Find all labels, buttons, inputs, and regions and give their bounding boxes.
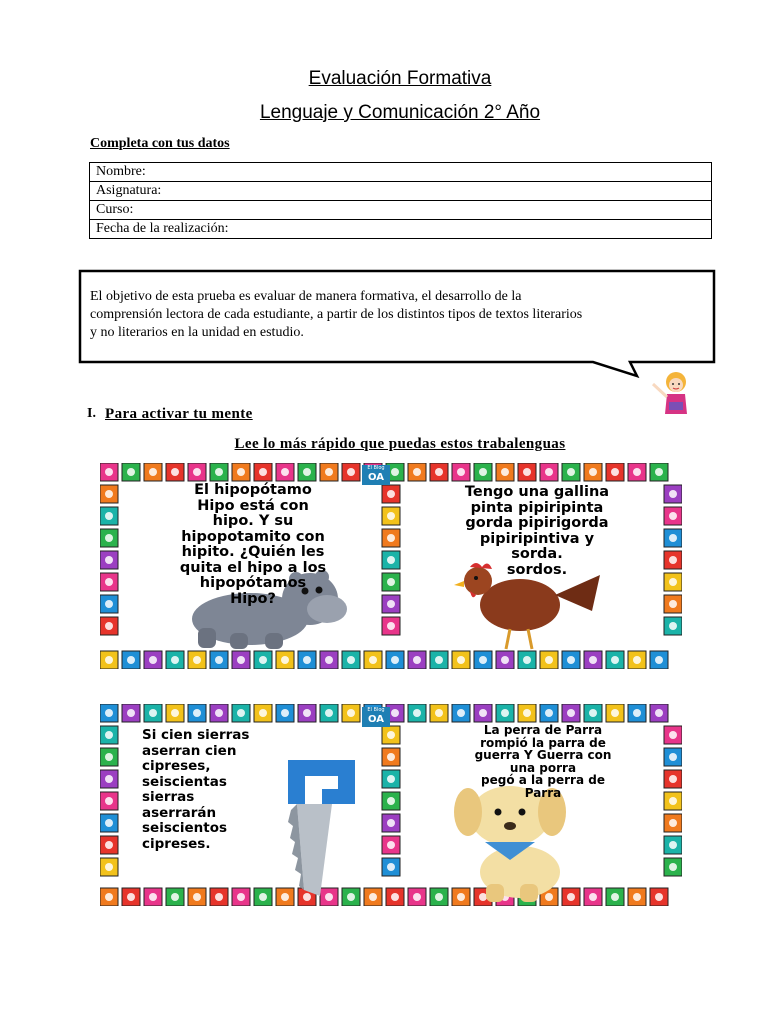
table-row [90, 201, 712, 220]
badge-big-text: OA [368, 714, 384, 725]
date-field-label[interactable]: Fecha de la realización: [90, 220, 712, 239]
tile-motif [501, 709, 509, 717]
tile-motif [303, 656, 311, 664]
tongue-twister-line: rompió la parra de [480, 735, 606, 750]
tile-motif [501, 468, 509, 476]
tongue-twister-line: pegó a la perra de [481, 773, 605, 787]
tile-motif [259, 656, 267, 664]
tile-motif [127, 893, 135, 901]
blog-oa-badge [362, 707, 390, 727]
tile-motif [149, 656, 157, 664]
tile-motif [611, 709, 619, 717]
tile-motif [215, 893, 223, 901]
tile-motif [589, 893, 597, 901]
tile-motif [669, 534, 677, 542]
tile-motif [387, 753, 395, 761]
tile-motif [589, 656, 597, 664]
tile-motif [303, 709, 311, 717]
tile-motif [669, 863, 677, 871]
tile-motif [259, 709, 267, 717]
tile-motif [105, 775, 113, 783]
section-title: Para activar tu mente [105, 406, 253, 422]
tile-motif [105, 578, 113, 586]
tongue-twister-line: sordos. [506, 561, 568, 578]
tile-motif [457, 656, 465, 664]
tile-motif [325, 656, 333, 664]
section-instruction: Lee lo más rápido que puedas estos trabalenguas [234, 436, 566, 452]
tile-motif [545, 656, 553, 664]
tongue-twister-line: guerra Y Guerra con [474, 748, 612, 762]
tongue-twister-line: pipiripintiva y [479, 530, 595, 547]
tile-motif [435, 893, 443, 901]
tile-motif [325, 468, 333, 476]
tile-motif [633, 709, 641, 717]
tile-motif [669, 841, 677, 849]
tile-motif [325, 709, 333, 717]
tile-motif [611, 656, 619, 664]
tile-motif [669, 797, 677, 805]
tile-motif [105, 893, 113, 901]
tile-motif [669, 731, 677, 739]
tile-motif [171, 656, 179, 664]
tile-motif [303, 468, 311, 476]
tile-motif [633, 893, 641, 901]
tile-motif [413, 656, 421, 664]
tile-motif [387, 600, 395, 608]
tile-motif [391, 468, 399, 476]
tile-motif [413, 468, 421, 476]
tile-motif [669, 622, 677, 630]
tile-motif [435, 468, 443, 476]
tongue-twister-line: sorda. [511, 546, 563, 562]
tile-motif [105, 490, 113, 498]
tile-motif [105, 600, 113, 608]
tongue-twister-line: cipreses. [142, 835, 211, 852]
tile-motif [105, 753, 113, 761]
tile-motif [387, 797, 395, 805]
tile-motif [347, 656, 355, 664]
tile-motif [387, 512, 395, 520]
tile-motif [105, 863, 113, 871]
tongue-twister-line: Si cien sierras [142, 727, 250, 743]
tile-motif [215, 468, 223, 476]
tile-motif [387, 556, 395, 564]
tongue-twister-line: Tengo una gallina [464, 484, 610, 500]
tile-motif [391, 709, 399, 717]
badge-small-text: El Blog [367, 707, 385, 713]
tile-motif [259, 468, 267, 476]
name-field-label[interactable]: Nombre: [90, 163, 712, 182]
tile-motif [325, 893, 333, 901]
tongue-twister-dog [428, 724, 658, 799]
tile-motif [669, 753, 677, 761]
tile-motif [633, 656, 641, 664]
tile-motif [391, 893, 399, 901]
tile-motif [589, 468, 597, 476]
objective-line: y no literarios en la unidad en estudio. [90, 325, 304, 340]
tile-motif [567, 656, 575, 664]
objective-text [90, 288, 712, 342]
tile-motif [669, 578, 677, 586]
badge-big-text: OA [368, 472, 384, 483]
tongue-twister-line: quita el hipo a los [179, 559, 327, 576]
tile-motif [171, 709, 179, 717]
tongue-twister-line: Hipo? [230, 590, 276, 607]
tongue-twister-line: cipreses, [142, 758, 211, 774]
tile-motif [545, 709, 553, 717]
tile-motif [523, 709, 531, 717]
tile-motif [567, 893, 575, 901]
tile-motif [127, 468, 135, 476]
tile-motif [387, 490, 395, 498]
tile-motif [149, 468, 157, 476]
tongue-twister-line: seiscientos [142, 820, 228, 836]
tongue-twister-line: Hipo está con [197, 497, 309, 514]
tile-motif [105, 841, 113, 849]
tile-motif [105, 534, 113, 542]
tile-motif [655, 468, 663, 476]
tile-motif [457, 468, 465, 476]
table-row [90, 220, 712, 239]
tile-motif [435, 709, 443, 717]
tile-motif [669, 819, 677, 827]
document-title: Evaluación Formativa [308, 68, 492, 89]
form-heading: Completa con tus datos [90, 136, 230, 151]
tile-motif [105, 709, 113, 717]
tile-motif [215, 656, 223, 664]
tongue-twister-hippo [147, 483, 359, 607]
tongue-twister-line: sierras [142, 789, 195, 805]
subject-field-label[interactable]: Asignatura: [90, 182, 712, 201]
tile-motif [105, 731, 113, 739]
tile-motif [655, 656, 663, 664]
tile-motif [479, 709, 487, 717]
tile-motif [669, 600, 677, 608]
tile-motif [523, 656, 531, 664]
tile-motif [387, 841, 395, 849]
tongue-twister-hen [422, 485, 652, 578]
tile-motif [237, 709, 245, 717]
tile-motif [237, 656, 245, 664]
document-subtitle: Lenguaje y Comunicación 2° Año [259, 102, 541, 123]
tile-motif [413, 893, 421, 901]
tile-motif [237, 893, 245, 901]
tile-motif [281, 709, 289, 717]
tongue-twister-line: La perra de Parra [483, 723, 603, 737]
teacher-icon [649, 370, 695, 420]
tile-motif [347, 709, 355, 717]
tile-motif [105, 622, 113, 630]
tile-motif [105, 512, 113, 520]
tile-motif [369, 656, 377, 664]
tongue-twister-line: hipopotamito con [181, 528, 325, 545]
tile-motif [457, 709, 465, 717]
tile-motif [105, 656, 113, 664]
tile-motif [237, 468, 245, 476]
tile-motif [391, 656, 399, 664]
student-data-table [89, 162, 712, 239]
tongue-twister-line: pinta pipiripinta [470, 499, 604, 516]
tile-motif [127, 656, 135, 664]
tile-motif [387, 819, 395, 827]
table-row [90, 163, 712, 182]
tongue-twister-line: hipopótamos [199, 575, 307, 591]
tile-motif [669, 775, 677, 783]
tile-motif [281, 656, 289, 664]
tile-motif [259, 893, 267, 901]
tongue-twister-line: Parra [524, 785, 562, 800]
tongue-twister-line: El hipopótamo [194, 482, 312, 498]
tongue-twister-line: hipito. ¿Quién les [181, 544, 325, 560]
tile-motif [589, 709, 597, 717]
tile-motif [149, 709, 157, 717]
tongue-twister-line: hipo. Y su [212, 513, 294, 529]
badge-small-text: El Blog [367, 465, 385, 471]
tile-motif [105, 819, 113, 827]
tile-motif [611, 468, 619, 476]
blog-oa-badge [362, 465, 390, 485]
tile-motif [281, 468, 289, 476]
tile-motif [347, 468, 355, 476]
tile-motif [193, 709, 201, 717]
tile-motif [435, 656, 443, 664]
tile-motif [303, 893, 311, 901]
tongue-twister-line: una porra [509, 760, 577, 775]
objective-line: El objetivo de esta prueba es evaluar de manera formativa, el desarrollo de la [90, 289, 522, 304]
tile-motif [567, 709, 575, 717]
objective-line: comprensión lectora de cada estudiante, a partir de los distintos tipos de textos literarios [90, 307, 583, 322]
tile-motif [387, 775, 395, 783]
tile-motif [369, 893, 377, 901]
tile-motif [171, 468, 179, 476]
tile-motif [655, 893, 663, 901]
tile-motif [105, 468, 113, 476]
tongue-twister-saws [142, 728, 292, 852]
tile-motif [633, 468, 641, 476]
tile-motif [413, 709, 421, 717]
tile-motif [457, 893, 465, 901]
tile-motif [545, 893, 553, 901]
tile-motif [479, 468, 487, 476]
tile-motif [387, 534, 395, 542]
tile-motif [281, 893, 289, 901]
tile-motif [611, 893, 619, 901]
tile-motif [127, 709, 135, 717]
tile-motif [501, 656, 509, 664]
tile-motif [387, 622, 395, 630]
tile-motif [105, 797, 113, 805]
tongue-twister-line: gorda pipirigorda [465, 515, 609, 531]
tile-motif [347, 893, 355, 901]
tile-motif [149, 893, 157, 901]
tile-motif [523, 468, 531, 476]
tongue-twister-line: aserrarán [142, 804, 217, 821]
tile-motif [171, 893, 179, 901]
tile-motif [669, 512, 677, 520]
tile-motif [193, 893, 201, 901]
tile-motif [193, 468, 201, 476]
tile-motif [655, 709, 663, 717]
tile-motif [669, 556, 677, 564]
section-number: I. [87, 406, 96, 421]
tongue-twister-line: aserran cien [142, 742, 237, 759]
tile-motif [479, 656, 487, 664]
table-row [90, 182, 712, 201]
tile-motif [387, 731, 395, 739]
tile-motif [567, 468, 575, 476]
tile-motif [215, 709, 223, 717]
tile-motif [545, 468, 553, 476]
tile-motif [105, 556, 113, 564]
tile-motif [193, 656, 201, 664]
tile-motif [479, 893, 487, 901]
tongue-twister-line: seiscientas [142, 773, 227, 790]
course-field-label[interactable]: Curso: [90, 201, 712, 220]
tile-motif [669, 490, 677, 498]
tile-motif [387, 578, 395, 586]
tile-motif [387, 863, 395, 871]
